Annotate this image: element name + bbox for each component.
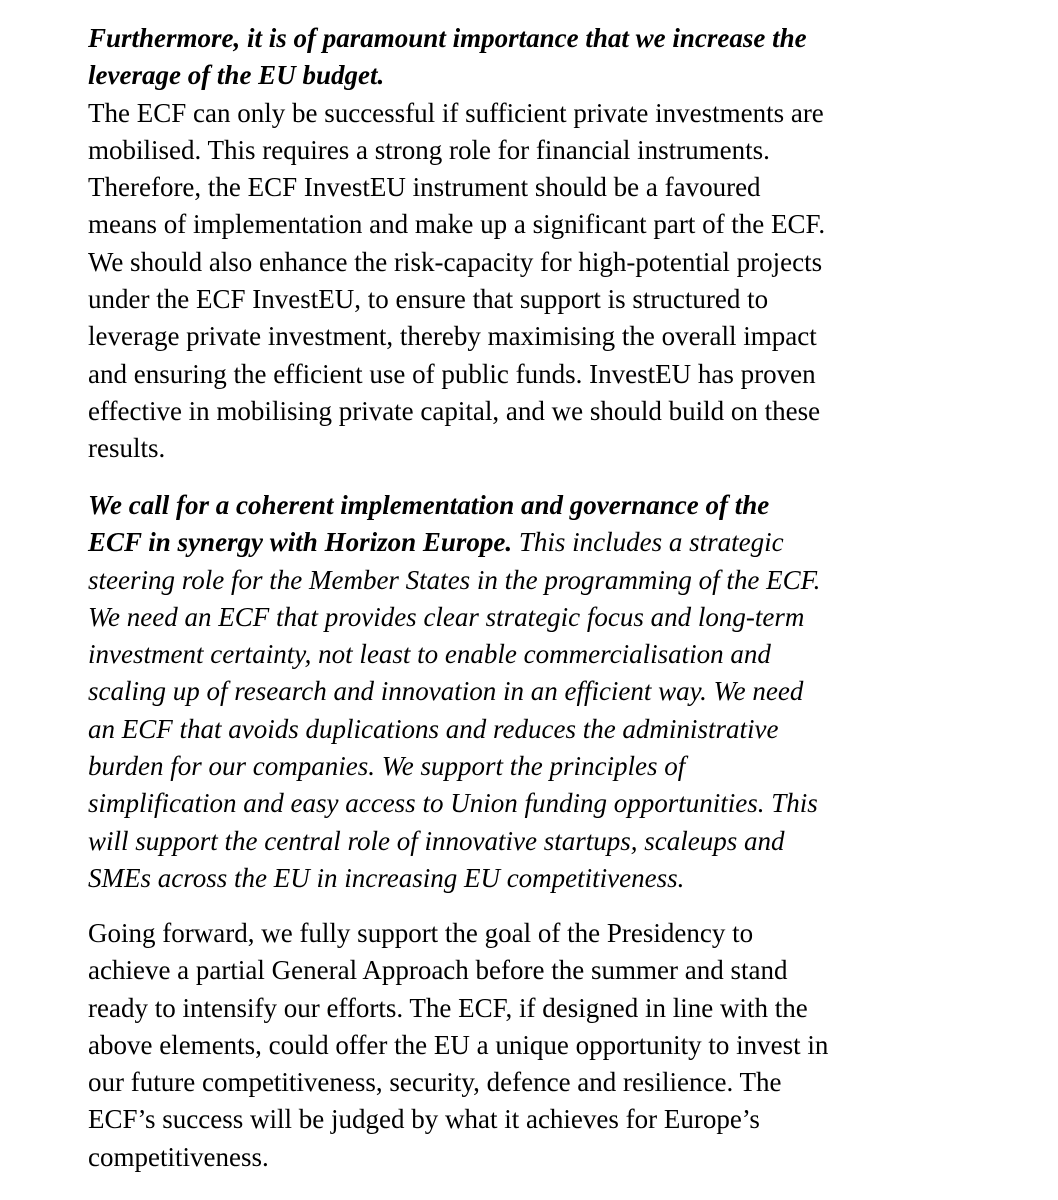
paragraph-going-forward (88, 915, 988, 1176)
paragraph-governance (88, 487, 988, 897)
italic-text-line: steering role for the Member States in the programming of the ECF. (88, 564, 821, 595)
body-text-line: Therefore, the ECF InvestEU instrument should be a favoured (88, 172, 761, 203)
bold-italic-heading-line: Furthermore, it is of paramount importance that we increase the (88, 23, 807, 53)
italic-text-line: burden for our companies. We support the principles of (88, 751, 686, 782)
italic-text-line: investment certainty, not least to enable commercialisation and (88, 639, 771, 670)
italic-text-line: an ECF that avoids duplications and reduces the administrative (88, 713, 779, 744)
body-text-line: results. (88, 433, 166, 464)
italic-text-line: scaling up of research and innovation in an efficient way. We need (88, 676, 804, 707)
italic-text-line: We need an ECF that provides clear strategic focus and long-term (88, 601, 805, 632)
body-text-line: ECF’s success will be judged by what it achieves for Europe’s (88, 1104, 760, 1135)
body-text-line: our future competitiveness, security, defence and resilience. The (88, 1067, 782, 1098)
italic-text-fragment: This includes a strategic (512, 527, 784, 558)
italic-text-line: will support the central role of innovative startups, scaleups and (88, 825, 785, 856)
paragraph-leverage (88, 20, 988, 468)
italic-text-line: simplification and easy access to Union funding opportunities. This (88, 788, 818, 819)
body-text-line: Going forward, we fully support the goal of the Presidency to (88, 918, 754, 948)
bold-italic-heading-line: leverage of the EU budget. (88, 60, 385, 91)
body-text-line: achieve a partial General Approach before the summer and stand (88, 955, 788, 986)
bold-italic-heading-line: We call for a coherent implementation and governance of the (88, 490, 770, 520)
body-text-line: mobilised. This requires a strong role for financial instruments. (88, 134, 770, 165)
body-text-line: effective in mobilising private capital, and we should build on these (88, 395, 821, 426)
body-text-line: and ensuring the efficient use of public funds. InvestEU has proven (88, 358, 816, 389)
body-text-line: competitiveness. (88, 1141, 269, 1172)
mixed-line (88, 524, 988, 561)
body-text-line: We should also enhance the risk-capacity for high-potential projects (88, 246, 823, 277)
body-text-line: leverage private investment, thereby maximising the overall impact (88, 321, 817, 352)
body-text-line: ready to intensify our efforts. The ECF, if designed in line with the (88, 992, 808, 1023)
bold-italic-heading-fragment: ECF in synergy with Horizon Europe. (88, 527, 513, 558)
body-text-line: means of implementation and make up a significant part of the ECF. (88, 209, 826, 240)
body-text-line: under the ECF InvestEU, to ensure that support is structured to (88, 284, 769, 315)
italic-text-line: SMEs across the EU in increasing EU competitiveness. (88, 862, 685, 893)
body-text-line: The ECF can only be successful if sufficient private investments are (88, 97, 824, 128)
body-text-line: above elements, could offer the EU a unique opportunity to invest in (88, 1029, 829, 1060)
